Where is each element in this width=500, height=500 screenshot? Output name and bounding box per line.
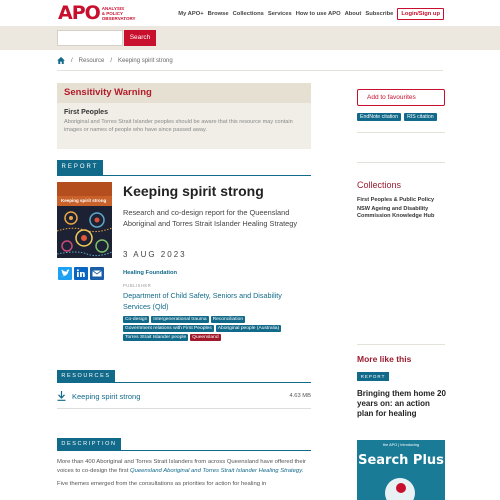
ris-citation-button[interactable]: RIS citation	[404, 113, 437, 121]
subject-tag[interactable]: Torres Strait Islander people	[125, 335, 187, 340]
sensitivity-warning	[57, 83, 311, 149]
logo-text: APO	[58, 2, 100, 24]
home-icon[interactable]	[57, 57, 65, 64]
breadcrumb	[57, 57, 173, 64]
email-icon[interactable]	[90, 267, 104, 280]
cover-artwork	[57, 206, 112, 258]
share-buttons	[58, 267, 104, 280]
logo-subtitle: ANALYSIS & POLICY OBSERVATORY	[101, 6, 136, 21]
cover-art-graphic	[57, 206, 112, 258]
divider	[357, 344, 445, 345]
cover-header-band	[57, 182, 112, 196]
strategy-link[interactable]: Queensland Aboriginal and Torres Strait Islander Healing Strategy.	[130, 467, 304, 474]
nav-subscribe[interactable]: Subscribe	[365, 11, 394, 17]
section-rule	[57, 450, 311, 451]
collection-link[interactable]: NSW Ageing and Disability Commission Knowledge Hub	[357, 206, 435, 219]
download-link[interactable]: Keeping spirit strong	[72, 391, 141, 401]
main-nav	[178, 8, 444, 20]
endnote-citation-button[interactable]: EndNote citation	[357, 113, 401, 121]
resource-download-row[interactable]	[57, 391, 311, 401]
sensitivity-subheading: First Peoples	[64, 109, 108, 116]
description-section-tag: DESCRIPTION	[57, 438, 121, 450]
subject-tags	[123, 316, 313, 341]
site-header	[0, 0, 500, 28]
search-plus-promo[interactable]	[357, 440, 445, 500]
report-cover-image	[57, 182, 112, 258]
add-to-favourites-button[interactable]: Add to favourites	[357, 89, 445, 106]
file-size: 4.63 MB	[289, 393, 311, 399]
more-type-tag: REPORT	[357, 372, 389, 381]
promo-kicker: the APO | Introducing	[382, 443, 420, 447]
medical-cross-icon	[396, 483, 406, 493]
sensitivity-text: Aboriginal and Torres Strait Islander peoples should be aware that this resource may contain images or names of people who have since passed away.	[64, 119, 293, 133]
resource-title: Keeping spirit strong	[123, 183, 264, 199]
apo-logo[interactable]	[58, 4, 136, 23]
more-like-this-link[interactable]: Bringing them home 20 years on: an action plan for healing	[357, 389, 446, 418]
subject-tag[interactable]: Aboriginal people (Australia)	[217, 326, 280, 331]
subject-tag[interactable]: Government relations with First Peoples	[125, 326, 212, 331]
login-button[interactable]: Login/Sign up	[397, 8, 444, 20]
cover-title: Keeping spirit strong	[61, 198, 107, 203]
publication-date: 3 AUG 2023	[123, 250, 187, 259]
publisher-link[interactable]: Department of Child Safety, Seniors and Disability Services (Qld)	[123, 291, 282, 311]
promo-title: Search Plus	[358, 453, 444, 468]
breadcrumb-separator: /	[71, 57, 73, 64]
resource-type-tag: REPORT	[57, 160, 103, 175]
collections-list	[357, 197, 452, 222]
resource-subtitle: Research and co-design report for the Queensland Aboriginal and Torres Strait Islander Healing Strategy	[123, 208, 298, 228]
section-rule	[57, 175, 311, 176]
collections-heading: Collections	[357, 180, 402, 190]
nav-collections[interactable]: Collections	[232, 11, 264, 17]
download-icon[interactable]	[57, 391, 66, 401]
sensitivity-heading: Sensitivity Warning	[57, 83, 311, 103]
collection-link[interactable]: First Peoples & Public Policy	[357, 197, 435, 203]
resources-section-tag: RESOURCES	[57, 370, 115, 382]
citation-links	[357, 113, 437, 121]
search-bar	[0, 26, 500, 50]
linkedin-icon[interactable]	[74, 267, 88, 280]
nav-services[interactable]: Services	[267, 11, 292, 17]
description-text: More than 400 Aboriginal and Torres Strait Islanders from across Queensland have offered their voices to co-design the first Queensland Aboriginal and Torres Strait Islander Healing Strategy. Five themes emerged from the consultations as priorities for action for healing in	[57, 459, 306, 487]
subject-tag[interactable]: Co-design	[125, 317, 148, 322]
search-input[interactable]	[57, 30, 123, 46]
section-rule	[57, 382, 311, 383]
nav-how-to-use[interactable]: How to use APO	[295, 11, 341, 17]
divider	[57, 70, 443, 71]
search-button[interactable]: Search	[124, 30, 156, 46]
more-like-this-heading: More like this	[357, 354, 412, 364]
subject-tag[interactable]: Intergenerational trauma	[153, 317, 207, 322]
publisher-label: PUBLISHER	[123, 283, 152, 288]
divider	[357, 132, 445, 133]
breadcrumb-separator: /	[110, 57, 113, 64]
twitter-icon[interactable]	[58, 267, 72, 280]
geography-tag[interactable]: Queensland	[192, 335, 219, 340]
nav-about[interactable]: About	[344, 11, 362, 17]
nav-browse[interactable]: Browse	[207, 11, 229, 17]
breadcrumb-resource[interactable]: Resource	[78, 57, 105, 64]
divider	[357, 162, 445, 163]
subject-tag[interactable]: Reconciliation	[212, 317, 244, 322]
nav-my-apo[interactable]: My APO+	[178, 11, 204, 17]
divider	[57, 408, 311, 409]
author-organisation[interactable]: Healing Foundation	[123, 270, 178, 276]
breadcrumb-current: Keeping spirit strong	[118, 57, 173, 64]
